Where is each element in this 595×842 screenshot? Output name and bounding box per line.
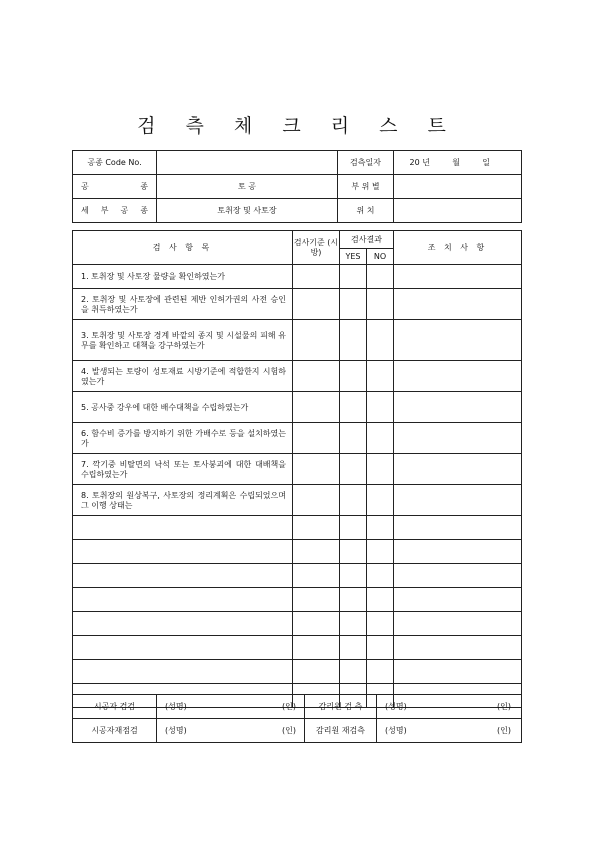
date-month: 월 <box>452 157 460 167</box>
blank-item-cell[interactable] <box>73 564 293 588</box>
check-item: 2. 토취장 및 사토장에 관련된 제반 인허가권의 사전 승인을 취득하였는가 <box>73 289 293 320</box>
yes-cell[interactable] <box>340 636 367 660</box>
contractor-recheck-label: 시공자재점검 <box>73 719 157 743</box>
seal-placeholder: (인) <box>282 701 296 711</box>
yes-cell[interactable] <box>340 612 367 636</box>
signature-placeholder: (성명) <box>385 701 407 711</box>
action-cell[interactable] <box>394 516 522 540</box>
criteria-cell[interactable] <box>293 516 340 540</box>
criteria-cell[interactable] <box>293 320 340 361</box>
header-item: 검 사 항 목 <box>73 231 293 265</box>
no-cell[interactable] <box>367 454 394 485</box>
criteria-cell[interactable] <box>293 485 340 516</box>
action-cell[interactable] <box>394 392 522 423</box>
action-cell[interactable] <box>394 361 522 392</box>
check-item: 3. 토취장 및 사토장 경계 바깥의 종지 및 시설물의 피해 유무를 확인하고 대책을 강구하였는가 <box>73 320 293 361</box>
header-yes: YES <box>340 249 367 265</box>
no-cell[interactable] <box>367 320 394 361</box>
action-cell[interactable] <box>394 612 522 636</box>
yes-cell[interactable] <box>340 485 367 516</box>
blank-item-cell[interactable] <box>73 612 293 636</box>
code-value-field[interactable] <box>157 151 338 175</box>
header-result: 검사결과 <box>340 231 394 249</box>
part-label: 부 위 별 <box>338 175 394 199</box>
yes-cell[interactable] <box>340 320 367 361</box>
action-cell[interactable] <box>394 485 522 516</box>
no-cell[interactable] <box>367 516 394 540</box>
checklist-table <box>72 230 522 708</box>
info-table <box>72 150 522 223</box>
supervisor-recheck-label: 감리원 재검측 <box>305 719 377 743</box>
yes-cell[interactable] <box>340 516 367 540</box>
work-label: 공 종 <box>73 175 157 199</box>
yes-cell[interactable] <box>340 361 367 392</box>
yes-cell[interactable] <box>340 564 367 588</box>
criteria-cell[interactable] <box>293 564 340 588</box>
criteria-cell[interactable] <box>293 392 340 423</box>
contractor-recheck-signature-field[interactable] <box>157 719 305 743</box>
yes-cell[interactable] <box>340 540 367 564</box>
signature-placeholder: (성명) <box>165 701 187 711</box>
action-cell[interactable] <box>394 265 522 289</box>
check-item: 4. 발생되는 토량이 성토재료 시방기준에 적합한지 시험하였는가 <box>73 361 293 392</box>
action-cell[interactable] <box>394 454 522 485</box>
code-label: 공종 Code No. <box>73 151 157 175</box>
no-cell[interactable] <box>367 265 394 289</box>
detail-label: 세 부 공 종 <box>73 199 157 223</box>
supervisor-signature-field[interactable] <box>377 695 522 719</box>
seal-placeholder: (인) <box>497 725 511 735</box>
supervisor-recheck-signature-field[interactable] <box>377 719 522 743</box>
criteria-cell[interactable] <box>293 454 340 485</box>
blank-item-cell[interactable] <box>73 540 293 564</box>
criteria-cell[interactable] <box>293 265 340 289</box>
yes-cell[interactable] <box>340 289 367 320</box>
signature-table <box>72 694 522 743</box>
check-item: 1. 토취장 및 사토장 물량을 확인하였는가 <box>73 265 293 289</box>
part-value-field[interactable] <box>394 175 522 199</box>
seal-placeholder: (인) <box>282 725 296 735</box>
action-cell[interactable] <box>394 564 522 588</box>
blank-item-cell[interactable] <box>73 588 293 612</box>
no-cell[interactable] <box>367 612 394 636</box>
no-cell[interactable] <box>367 540 394 564</box>
check-item: 5. 공사중 강우에 대한 배수대책을 수립하였는가 <box>73 392 293 423</box>
date-day: 일 <box>482 157 490 167</box>
blank-item-cell[interactable] <box>73 660 293 684</box>
yes-cell[interactable] <box>340 423 367 454</box>
yes-cell[interactable] <box>340 392 367 423</box>
work-value[interactable]: 토 공 <box>157 175 338 199</box>
supervisor-check-label: 감리원 검 측 <box>305 695 377 719</box>
criteria-cell[interactable] <box>293 612 340 636</box>
action-cell[interactable] <box>394 320 522 361</box>
yes-cell[interactable] <box>340 588 367 612</box>
location-value-field[interactable] <box>394 199 522 223</box>
date-year: 20 년 <box>409 157 430 167</box>
action-cell[interactable] <box>394 289 522 320</box>
check-item: 8. 토취장의 원상복구, 사토장의 정리계획은 수립되었으며 그 이행 상태는 <box>73 485 293 516</box>
no-cell[interactable] <box>367 392 394 423</box>
header-criteria: 검사기준 (시방) <box>293 231 340 265</box>
header-no: NO <box>367 249 394 265</box>
check-item: 6. 함수비 증가를 방지하기 위한 가배수로 등을 설치하였는가 <box>73 423 293 454</box>
yes-cell[interactable] <box>340 265 367 289</box>
header-action: 조 치 사 항 <box>394 231 522 265</box>
no-cell[interactable] <box>367 588 394 612</box>
action-cell[interactable] <box>394 540 522 564</box>
action-cell[interactable] <box>394 660 522 684</box>
blank-item-cell[interactable] <box>73 636 293 660</box>
no-cell[interactable] <box>367 361 394 392</box>
detail-value[interactable]: 토취장 및 사토장 <box>157 199 338 223</box>
signature-placeholder: (성명) <box>385 725 407 735</box>
date-field[interactable] <box>394 151 522 175</box>
page-title: 검 측 체 크 리 스 트 <box>137 115 458 137</box>
contractor-signature-field[interactable] <box>157 695 305 719</box>
criteria-cell[interactable] <box>293 588 340 612</box>
location-label: 위 치 <box>338 199 394 223</box>
action-cell[interactable] <box>394 588 522 612</box>
yes-cell[interactable] <box>340 660 367 684</box>
action-cell[interactable] <box>394 636 522 660</box>
action-cell[interactable] <box>394 423 522 454</box>
no-cell[interactable] <box>367 423 394 454</box>
seal-placeholder: (인) <box>497 701 511 711</box>
criteria-cell[interactable] <box>293 660 340 684</box>
contractor-check-label: 시공자 검검 <box>73 695 157 719</box>
date-label: 검측일자 <box>338 151 394 175</box>
blank-item-cell[interactable] <box>73 516 293 540</box>
no-cell[interactable] <box>367 289 394 320</box>
criteria-cell[interactable] <box>293 361 340 392</box>
criteria-cell[interactable] <box>293 636 340 660</box>
criteria-cell[interactable] <box>293 423 340 454</box>
yes-cell[interactable] <box>340 454 367 485</box>
criteria-cell[interactable] <box>293 289 340 320</box>
check-item: 7. 깍기중 비탈면의 낙석 또는 토사붕괴에 대한 대배책을 수립하였는가 <box>73 454 293 485</box>
no-cell[interactable] <box>367 660 394 684</box>
no-cell[interactable] <box>367 636 394 660</box>
criteria-cell[interactable] <box>293 540 340 564</box>
no-cell[interactable] <box>367 564 394 588</box>
signature-placeholder: (성명) <box>165 725 187 735</box>
no-cell[interactable] <box>367 485 394 516</box>
